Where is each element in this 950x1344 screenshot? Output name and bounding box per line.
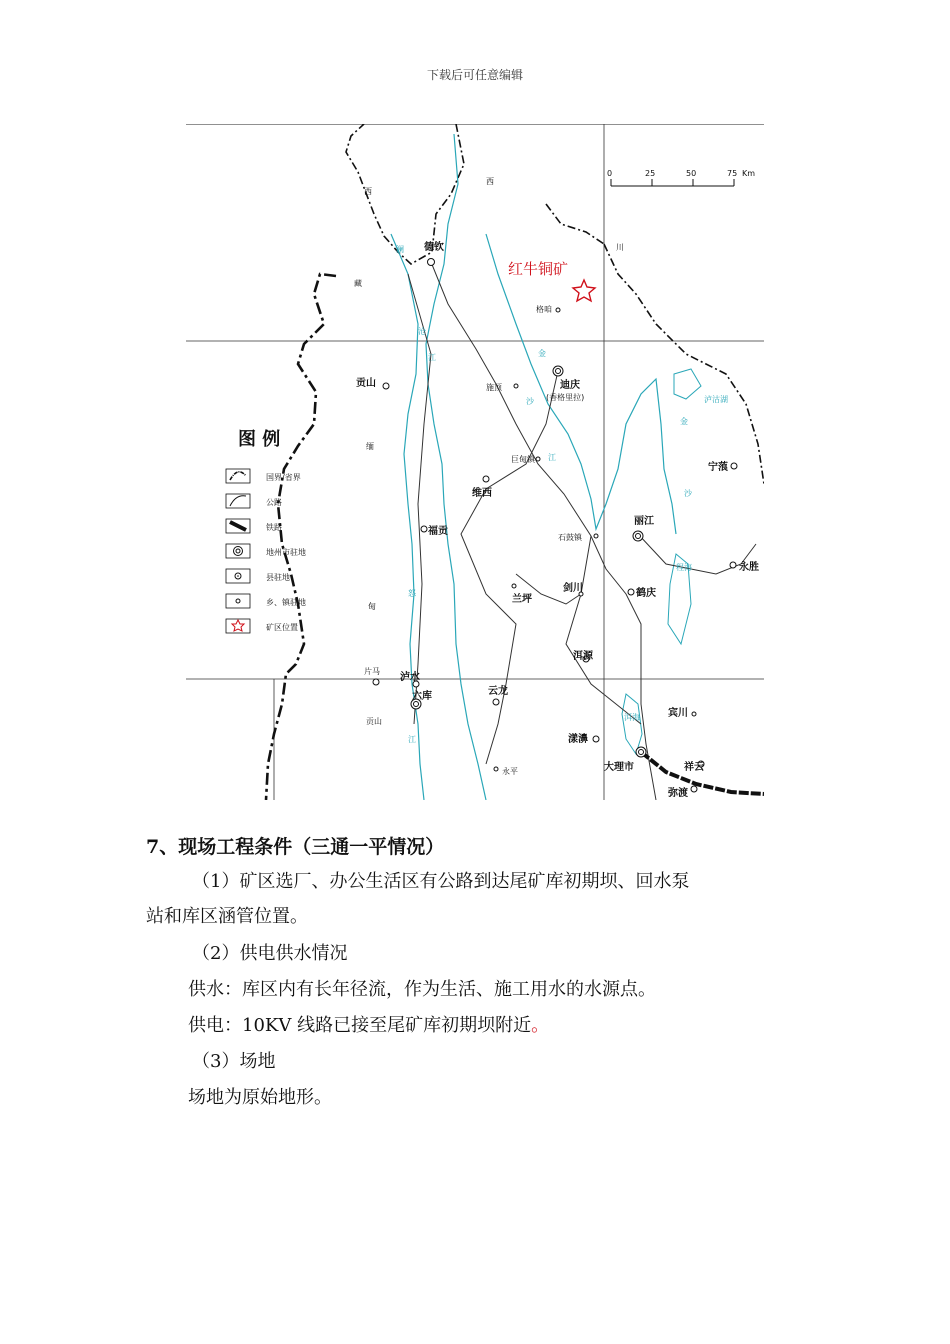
legend-item-mine: 矿区位置 xyxy=(266,623,298,632)
mine-star-icon xyxy=(573,280,595,301)
river-label-lan: 澜 xyxy=(396,245,404,254)
city-judian: 巨甸镇 xyxy=(511,455,535,464)
river-label-sha2: 沙 xyxy=(684,489,692,498)
mine-label: 红牛铜矿 xyxy=(508,260,569,278)
city-diqing: 迪庆 xyxy=(560,380,580,391)
scale-tick-50: 50 xyxy=(686,169,697,178)
city-lushui: 泸水 xyxy=(400,672,420,683)
power-end: 。 xyxy=(531,1015,550,1036)
city-yongsheng: 永胜 xyxy=(739,562,759,573)
road-main xyxy=(431,262,656,800)
map-legend xyxy=(226,428,306,633)
legend-item-county: 县驻地 xyxy=(266,573,290,582)
legend-title: 图 例 xyxy=(238,429,281,450)
city-deqin: 德钦 xyxy=(424,242,444,253)
region-chuan: 川 xyxy=(616,243,624,252)
road-west xyxy=(461,371,558,764)
para-site: 场地为原始地形。 xyxy=(188,1087,332,1108)
river-label-cang: 沧 xyxy=(418,327,426,336)
river-label-sha1: 沙 xyxy=(526,397,534,406)
city-eryuan: 洱源 xyxy=(573,651,593,662)
city-pianma: 片马 xyxy=(364,667,380,676)
page-header: 下载后可任意编辑 xyxy=(426,68,523,82)
para-water: 供水：库区内有长年径流，作为生活、施工用水的水源点。 xyxy=(188,979,656,1000)
city-fugong: 福贡 xyxy=(428,526,448,537)
para-1-line-2: 站和库区涵管位置。 xyxy=(146,906,308,927)
city-lijiang: 丽江 xyxy=(634,516,654,527)
road-nu xyxy=(408,274,431,724)
power-text: 供电：10KV 线路已接至尾矿库初期坝附近 xyxy=(188,1015,532,1036)
city-weixi: 维西 xyxy=(472,488,492,499)
lake-erhai xyxy=(622,694,642,754)
railway xyxy=(641,752,764,794)
region-dian: 甸 xyxy=(368,602,376,611)
para-2: （2）供电供水情况 xyxy=(192,943,348,964)
city-shiding: 施顶 xyxy=(486,383,502,392)
river-label-jiang2: 江 xyxy=(408,735,416,744)
river-label-jiang3: 江 xyxy=(548,453,556,462)
city-lanping: 兰坪 xyxy=(512,594,532,605)
region-xi-1: 西 xyxy=(364,187,372,196)
border-ne xyxy=(546,204,604,244)
region-zang: 藏 xyxy=(354,279,362,288)
legend-item-border: 国界/省界 xyxy=(266,473,301,482)
city-midu: 弥渡 xyxy=(668,788,688,799)
city-yongping: 永平 xyxy=(502,767,518,776)
river-label-nu: 怒 xyxy=(408,589,416,598)
lake-label-lugu: 泸沽湖 xyxy=(704,395,728,404)
scale-unit: Km xyxy=(742,169,756,178)
scale-tick-25: 25 xyxy=(645,169,656,178)
legend-item-road: 公路 xyxy=(266,498,282,507)
city-yunlong: 云龙 xyxy=(488,686,508,697)
city-binchuan: 宾川 xyxy=(668,708,688,719)
map-svg xyxy=(186,124,764,800)
legend-item-town: 乡、镇驻地 xyxy=(266,598,306,607)
city-gongshan: 贡山 xyxy=(356,378,376,389)
city-ninglang: 宁蒗 xyxy=(708,462,728,473)
lake-label-cheng: 程海 xyxy=(676,563,692,572)
legend-item-railway: 铁路 xyxy=(266,523,282,532)
lake-label-erhai: 洱海 xyxy=(624,713,640,722)
city-geza: 格咱 xyxy=(536,305,552,314)
region-xi-2: 西 xyxy=(486,177,494,186)
city-heqing: 鹤庆 xyxy=(636,588,656,599)
lake-lugu xyxy=(674,369,701,399)
border-west xyxy=(266,274,336,800)
river-label-jiang1: 江 xyxy=(428,353,436,362)
para-3: （3）场地 xyxy=(192,1051,276,1072)
city-gongshan-2: 贡山 xyxy=(366,717,382,726)
city-shangrila: (香格里拉) xyxy=(546,393,585,402)
scale-tick-75: 75 xyxy=(727,169,738,178)
river-label-jin2: 金 xyxy=(680,417,688,426)
river-label-jin1: 金 xyxy=(538,349,546,358)
region-mian: 缅 xyxy=(366,442,374,451)
para-1-line-1: （1）矿区选厂、办公生活区有公路到达尾矿库初期坝、回水泵 xyxy=(192,871,690,892)
location-map xyxy=(186,124,764,800)
scale-tick-0: 0 xyxy=(607,169,613,178)
city-yangbi: 漾濞 xyxy=(568,734,588,745)
city-liuku: 六库 xyxy=(412,691,432,702)
city-xiangyun: 祥云 xyxy=(684,762,704,773)
city-shigu: 石鼓镇 xyxy=(558,533,582,542)
city-dali: 大理市 xyxy=(604,762,634,773)
para-power xyxy=(188,1011,549,1041)
river-lancang xyxy=(426,134,486,800)
legend-item-prefecture: 地州市驻地 xyxy=(266,548,306,557)
section-title: 7、现场工程条件（三通一平情况） xyxy=(146,836,445,858)
border-east xyxy=(604,244,764,484)
city-jianchuan: 剑川 xyxy=(563,583,583,594)
